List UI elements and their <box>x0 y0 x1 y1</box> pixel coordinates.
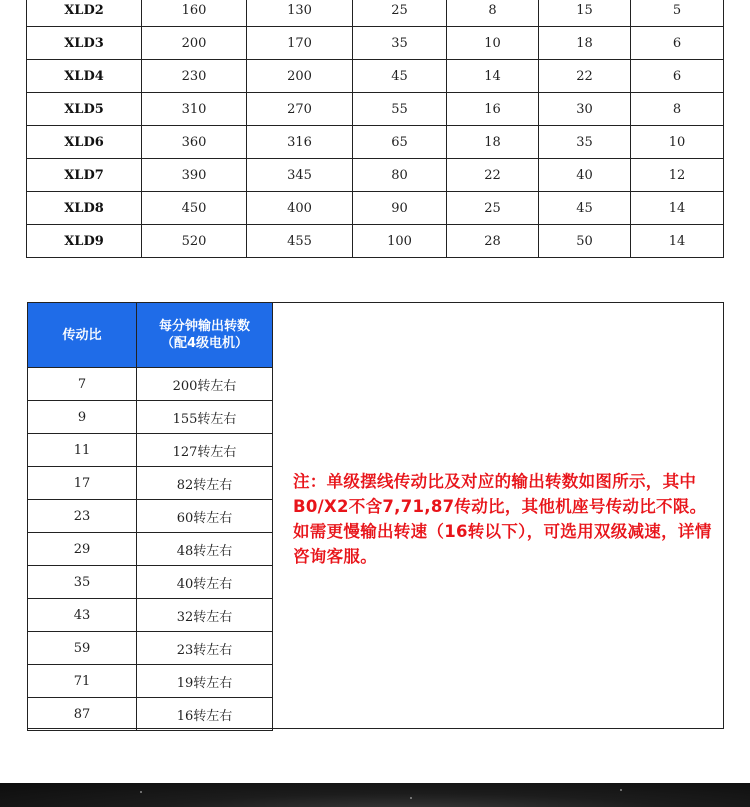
speed-cell: 155转左右 <box>137 401 273 434</box>
dimension-cell: 100 <box>353 225 447 258</box>
model-cell: XLD4 <box>27 60 142 93</box>
ratio-row <box>28 500 273 533</box>
speed-cell: 23转左右 <box>137 632 273 665</box>
ratio-row <box>28 434 273 467</box>
model-cell: XLD2 <box>27 0 142 27</box>
ratio-row <box>28 665 273 698</box>
dimension-row <box>27 192 724 225</box>
dimension-cell: 45 <box>353 60 447 93</box>
dimension-row <box>27 60 724 93</box>
ratio-row <box>28 401 273 434</box>
ratio-table <box>27 302 273 731</box>
ratio-row <box>28 467 273 500</box>
speed-cell: 60转左右 <box>137 500 273 533</box>
dimension-cell: 8 <box>631 93 724 126</box>
dimension-cell: 30 <box>539 93 631 126</box>
ratio-cell: 29 <box>28 533 137 566</box>
dimension-cell: 14 <box>447 60 539 93</box>
dimension-row <box>27 27 724 60</box>
ratio-note: 注：单级摆线传动比及对应的输出转数如图所示，其中B0/X2不含7,71,87传动比，其他机座号传动比不限。如需更慢输出转速（16转以下），可选用双级减速，详情咨询客服。 <box>293 472 712 566</box>
footer-band <box>0 783 750 807</box>
dimension-cell: 28 <box>447 225 539 258</box>
dimension-cell: 18 <box>447 126 539 159</box>
dimension-row <box>27 159 724 192</box>
ratio-panel <box>27 302 724 729</box>
dimension-cell: 22 <box>447 159 539 192</box>
dimension-cell: 10 <box>447 27 539 60</box>
speed-cell: 40转左右 <box>137 566 273 599</box>
dimension-cell: 360 <box>142 126 247 159</box>
ratio-cell: 43 <box>28 599 137 632</box>
ratio-cell: 11 <box>28 434 137 467</box>
dimension-cell: 270 <box>247 93 353 126</box>
dimension-cell: 65 <box>353 126 447 159</box>
speed-header-line2: （配4级电机） <box>160 336 249 351</box>
dimension-cell: 170 <box>247 27 353 60</box>
dimension-cell: 6 <box>631 60 724 93</box>
ratio-row <box>28 566 273 599</box>
dimension-cell: 10 <box>631 126 724 159</box>
speed-cell: 200转左右 <box>137 368 273 401</box>
dimension-cell: 455 <box>247 225 353 258</box>
dimension-row <box>27 225 724 258</box>
dimension-cell: 35 <box>539 126 631 159</box>
dimension-row <box>27 0 724 27</box>
ratio-row <box>28 368 273 401</box>
dimension-cell: 345 <box>247 159 353 192</box>
ratio-cell: 87 <box>28 698 137 731</box>
ratio-cell: 7 <box>28 368 137 401</box>
dimension-cell: 130 <box>247 0 353 27</box>
dimension-cell: 390 <box>142 159 247 192</box>
speed-cell: 16转左右 <box>137 698 273 731</box>
dimension-cell: 40 <box>539 159 631 192</box>
dimension-cell: 25 <box>447 192 539 225</box>
dimension-cell: 55 <box>353 93 447 126</box>
model-cell: XLD6 <box>27 126 142 159</box>
model-cell: XLD7 <box>27 159 142 192</box>
ratio-row <box>28 632 273 665</box>
dimension-table <box>26 0 724 258</box>
dimension-cell: 50 <box>539 225 631 258</box>
ratio-row <box>28 533 273 566</box>
dimension-cell: 310 <box>142 93 247 126</box>
dimension-cell: 400 <box>247 192 353 225</box>
speed-header <box>137 303 273 368</box>
ratio-cell: 35 <box>28 566 137 599</box>
model-cell: XLD3 <box>27 27 142 60</box>
ratio-cell: 17 <box>28 467 137 500</box>
ratio-row <box>28 698 273 731</box>
dimension-cell: 22 <box>539 60 631 93</box>
dimension-cell: 6 <box>631 27 724 60</box>
dimension-row <box>27 93 724 126</box>
dimension-cell: 35 <box>353 27 447 60</box>
dimension-cell: 80 <box>353 159 447 192</box>
speed-cell: 82转左右 <box>137 467 273 500</box>
speed-header-line1: 每分钟输出转数 <box>158 319 250 334</box>
model-cell: XLD5 <box>27 93 142 126</box>
dimension-cell: 200 <box>247 60 353 93</box>
dimension-cell: 12 <box>631 159 724 192</box>
dimension-cell: 15 <box>539 0 631 27</box>
ratio-cell: 59 <box>28 632 137 665</box>
dimension-cell: 14 <box>631 192 724 225</box>
ratio-header: 传动比 <box>28 303 137 368</box>
dimension-cell: 14 <box>631 225 724 258</box>
dimension-cell: 16 <box>447 93 539 126</box>
speed-cell: 32转左右 <box>137 599 273 632</box>
dimension-cell: 90 <box>353 192 447 225</box>
star-decoration <box>620 789 622 791</box>
dimension-cell: 18 <box>539 27 631 60</box>
model-cell: XLD9 <box>27 225 142 258</box>
speed-cell: 48转左右 <box>137 533 273 566</box>
dimension-cell: 5 <box>631 0 724 27</box>
dimension-cell: 450 <box>142 192 247 225</box>
star-decoration <box>140 791 142 793</box>
dimension-cell: 8 <box>447 0 539 27</box>
dimension-cell: 520 <box>142 225 247 258</box>
ratio-cell: 9 <box>28 401 137 434</box>
ratio-row <box>28 599 273 632</box>
ratio-cell: 71 <box>28 665 137 698</box>
ratio-header-row <box>28 303 273 368</box>
dimension-cell: 230 <box>142 60 247 93</box>
dimension-cell: 25 <box>353 0 447 27</box>
ratio-cell: 23 <box>28 500 137 533</box>
speed-cell: 19转左右 <box>137 665 273 698</box>
star-decoration <box>410 797 412 799</box>
speed-cell: 127转左右 <box>137 434 273 467</box>
dimension-cell: 45 <box>539 192 631 225</box>
dimension-cell: 200 <box>142 27 247 60</box>
dimension-cell: 160 <box>142 0 247 27</box>
dimension-cell: 316 <box>247 126 353 159</box>
model-cell: XLD8 <box>27 192 142 225</box>
dimension-row <box>27 126 724 159</box>
